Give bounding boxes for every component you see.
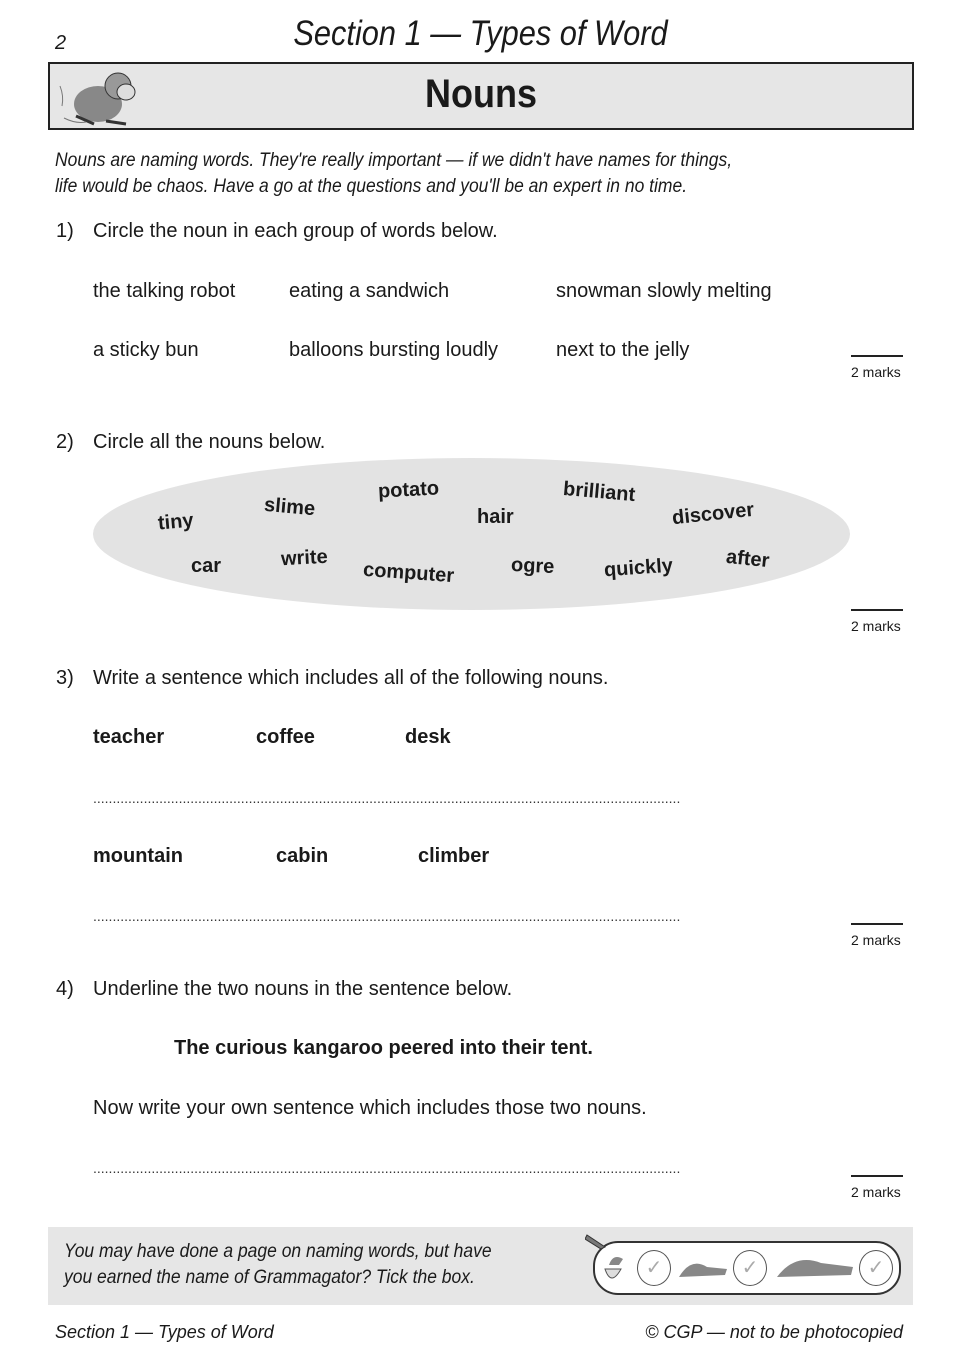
word[interactable]: quickly [603, 554, 674, 582]
tick-circle-1[interactable]: ✓ [637, 1250, 671, 1286]
medium-gator-icon [677, 1257, 729, 1281]
baby-gator-icon [597, 1247, 637, 1287]
q1-text: Circle the noun in each group of words below. [93, 220, 498, 242]
marks-label: 2 marks [851, 1184, 901, 1200]
marks-line [851, 355, 903, 357]
word[interactable]: tiny [157, 509, 195, 535]
page-title: Nouns [425, 72, 537, 116]
noun: desk [405, 726, 451, 748]
noun: mountain [93, 845, 183, 867]
word[interactable]: potato [377, 477, 440, 503]
q2-text: Circle all the nouns below. [93, 431, 326, 453]
tick-circle-2[interactable]: ✓ [733, 1250, 767, 1286]
title-bar [48, 62, 914, 130]
tick-circle-3[interactable]: ✓ [859, 1250, 893, 1286]
noun: cabin [276, 845, 329, 867]
page-number: 2 [55, 32, 67, 54]
word-group[interactable]: snowman slowly melting [556, 280, 772, 302]
progress-line: you earned the name of Grammagator? Tick the box. [64, 1267, 475, 1288]
noun: climber [418, 845, 490, 867]
word[interactable]: after [725, 545, 771, 573]
marks-line [851, 1175, 903, 1177]
sentence[interactable]: The curious kangaroo peered into their tent. [174, 1037, 593, 1059]
word[interactable]: slime [263, 493, 317, 521]
q4-text: Underline the two nouns in the sentence below. [93, 978, 513, 1000]
answer-line[interactable]: ....................................................................................................................................................... [93, 790, 681, 806]
footer-section: Section 1 — Types of Word [55, 1322, 274, 1342]
word[interactable]: write [280, 545, 329, 571]
intro-line: life would be chaos. Have a go at the questions and you'll be an expert in no time. [55, 176, 688, 197]
marks-line [851, 923, 903, 925]
word-group[interactable]: a sticky bun [93, 339, 199, 361]
word[interactable]: computer [362, 558, 455, 588]
large-gator-icon [775, 1253, 855, 1281]
progress-text [64, 1239, 492, 1291]
word[interactable]: car [191, 555, 222, 577]
section-title: Section 1 — Types of Word [293, 14, 668, 53]
pencil-icon [585, 1233, 609, 1251]
word[interactable]: brilliant [562, 477, 637, 507]
q2-number: 2) [56, 431, 74, 453]
word-group[interactable]: balloons bursting loudly [289, 339, 499, 361]
q3-number: 3) [56, 667, 74, 689]
answer-line[interactable]: ....................................................................................................................................................... [93, 908, 681, 924]
marks-label: 2 marks [851, 618, 901, 634]
q4-number: 4) [56, 978, 74, 1000]
noun: teacher [93, 726, 165, 748]
word-group[interactable]: eating a sandwich [289, 280, 450, 302]
word-group[interactable]: next to the jelly [556, 339, 690, 361]
q3-text: Write a sentence which includes all of the following nouns. [93, 667, 609, 689]
footer-copyright: © CGP — not to be photocopied [645, 1322, 903, 1342]
tick-boxes [593, 1241, 901, 1295]
noun: coffee [256, 726, 315, 748]
word-group[interactable]: the talking robot [93, 280, 236, 302]
intro-text [55, 148, 732, 200]
intro-line: Nouns are naming words. They're really important — if we didn't have names for things, [55, 150, 733, 171]
q4-instruction: Now write your own sentence which includes those two nouns. [93, 1097, 647, 1119]
word-ellipse [93, 458, 850, 610]
progress-line: You may have done a page on naming words, but have [64, 1241, 492, 1262]
marks-label: 2 marks [851, 932, 901, 948]
word[interactable]: ogre [510, 553, 555, 579]
q1-number: 1) [56, 220, 74, 242]
marks-line [851, 609, 903, 611]
marks-label: 2 marks [851, 364, 901, 380]
word[interactable]: discover [671, 498, 756, 530]
progress-box [48, 1227, 913, 1305]
answer-line[interactable]: ....................................................................................................................................................... [93, 1160, 681, 1176]
word[interactable]: hair [477, 506, 514, 528]
